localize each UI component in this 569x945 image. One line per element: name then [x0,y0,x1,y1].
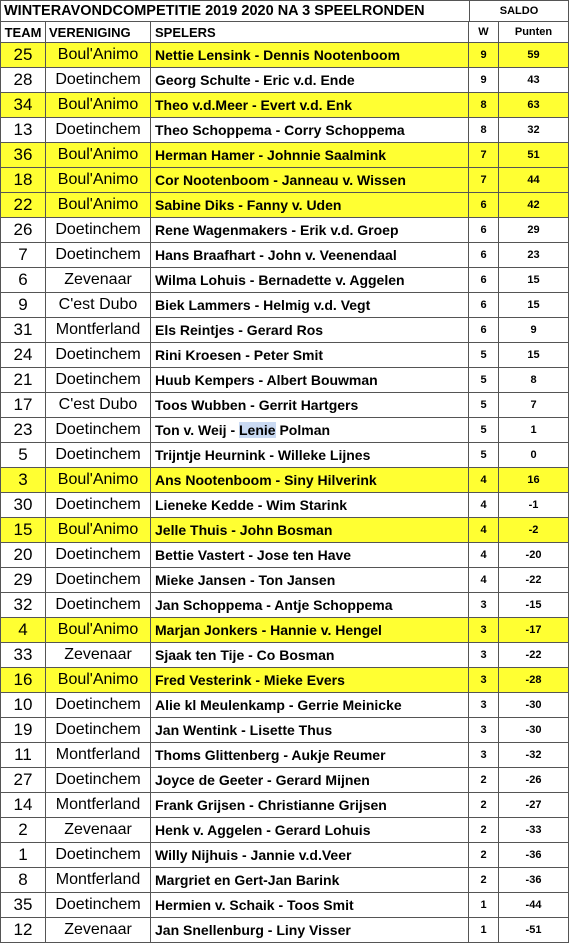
spelers-cell[interactable]: Bettie Vastert - Jose ten Have [151,543,469,568]
team-cell[interactable]: 4 [0,618,46,643]
table-row [0,568,569,593]
table-row [0,143,569,168]
punten-cell[interactable]: -36 [499,868,569,893]
table-row [0,818,569,843]
spelers-cell[interactable]: Hans Braafhart - John v. Veenendaal [151,243,469,268]
table-title: WINTERAVONDCOMPETITIE 2019 2020 NA 3 SPEELRONDEN [0,0,469,22]
spelers-cell[interactable]: Margriet en Gert-Jan Barink [151,868,469,893]
team-cell[interactable]: 18 [0,168,46,193]
team-cell[interactable]: 1 [0,843,46,868]
punten-cell[interactable]: -26 [499,768,569,793]
vereniging-cell[interactable]: Zevenaar [46,643,151,668]
vereniging-cell[interactable]: Zevenaar [46,918,151,943]
w-cell[interactable]: 6 [469,193,499,218]
punten-cell[interactable]: 8 [499,368,569,393]
vereniging-cell[interactable]: Doetinchem [46,568,151,593]
table-row [0,618,569,643]
w-cell[interactable]: 4 [469,568,499,593]
vereniging-cell[interactable]: Doetinchem [46,543,151,568]
header-row [0,22,569,43]
w-cell[interactable]: 4 [469,543,499,568]
punten-cell[interactable]: 32 [499,118,569,143]
team-cell[interactable]: 15 [0,518,46,543]
punten-cell[interactable]: 15 [499,343,569,368]
w-cell[interactable]: 6 [469,293,499,318]
team-cell[interactable]: 36 [0,143,46,168]
punten-cell[interactable]: 51 [499,143,569,168]
spelers-cell[interactable]: Wilma Lohuis - Bernadette v. Aggelen [151,268,469,293]
w-cell[interactable]: 6 [469,243,499,268]
table-row [0,918,569,943]
table-row [0,268,569,293]
w-cell[interactable]: 8 [469,93,499,118]
spelers-cell[interactable]: Jan Schoppema - Antje Schoppema [151,593,469,618]
spelers-cell[interactable]: Jan Wentink - Lisette Thus [151,718,469,743]
table-row [0,693,569,718]
punten-cell[interactable]: 63 [499,93,569,118]
team-cell[interactable]: 3 [0,468,46,493]
punten-cell[interactable]: 15 [499,293,569,318]
table-row [0,518,569,543]
w-cell[interactable]: 8 [469,118,499,143]
punten-cell[interactable]: 44 [499,168,569,193]
punten-cell[interactable]: 59 [499,43,569,68]
vereniging-cell[interactable]: Montferland [46,318,151,343]
vereniging-cell[interactable]: Boul'Animo [46,93,151,118]
table-row [0,293,569,318]
team-cell[interactable]: 8 [0,868,46,893]
punten-cell[interactable]: 1 [499,418,569,443]
spelers-cell[interactable]: Theo v.d.Meer - Evert v.d. Enk [151,93,469,118]
table-row [0,668,569,693]
table-row [0,493,569,518]
team-cell[interactable]: 12 [0,918,46,943]
vereniging-cell[interactable]: Doetinchem [46,693,151,718]
spelers-cell[interactable]: Sabine Diks - Fanny v. Uden [151,193,469,218]
spelers-cell[interactable]: Fred Vesterink - Mieke Evers [151,668,469,693]
spelers-cell[interactable]: Els Reintjes - Gerard Ros [151,318,469,343]
punten-cell[interactable]: -27 [499,793,569,818]
vereniging-cell[interactable]: Doetinchem [46,593,151,618]
team-cell[interactable]: 7 [0,243,46,268]
punten-cell[interactable]: -22 [499,568,569,593]
vereniging-cell[interactable]: Zevenaar [46,818,151,843]
punten-cell[interactable]: 0 [499,443,569,468]
w-cell[interactable]: 3 [469,693,499,718]
spelers-cell[interactable]: Willy Nijhuis - Jannie v.d.Veer [151,843,469,868]
w-cell[interactable]: 3 [469,618,499,643]
team-cell[interactable]: 28 [0,68,46,93]
w-cell[interactable]: 2 [469,843,499,868]
table-row [0,893,569,918]
vereniging-cell[interactable]: Doetinchem [46,893,151,918]
team-cell[interactable]: 34 [0,93,46,118]
spelers-cell[interactable]: Marjan Jonkers - Hannie v. Hengel [151,618,469,643]
vereniging-cell[interactable]: Doetinchem [46,418,151,443]
w-cell[interactable]: 3 [469,668,499,693]
spelers-cell[interactable]: Jan Snellenburg - Liny Visser [151,918,469,943]
saldo-label: SALDO [469,0,569,22]
table-row [0,418,569,443]
header-w: W [469,22,499,43]
vereniging-cell[interactable]: Boul'Animo [46,143,151,168]
vereniging-cell[interactable]: Boul'Animo [46,168,151,193]
w-cell[interactable]: 9 [469,43,499,68]
vereniging-cell[interactable]: Doetinchem [46,768,151,793]
w-cell[interactable]: 1 [469,918,499,943]
w-cell[interactable]: 6 [469,318,499,343]
table-row [0,543,569,568]
table-row [0,68,569,93]
w-cell[interactable]: 1 [469,893,499,918]
table-row [0,393,569,418]
team-cell[interactable]: 14 [0,793,46,818]
table-row [0,868,569,893]
w-cell[interactable]: 6 [469,268,499,293]
team-cell[interactable]: 6 [0,268,46,293]
team-cell[interactable]: 32 [0,593,46,618]
team-cell[interactable]: 33 [0,643,46,668]
punten-cell[interactable]: -15 [499,593,569,618]
vereniging-cell[interactable]: Boul'Animo [46,668,151,693]
w-cell[interactable]: 7 [469,168,499,193]
punten-cell[interactable]: 23 [499,243,569,268]
header-vereniging: VERENIGING [46,22,151,43]
vereniging-cell[interactable]: Boul'Animo [46,618,151,643]
w-cell[interactable]: 2 [469,868,499,893]
w-cell[interactable]: 4 [469,468,499,493]
vereniging-cell[interactable]: Doetinchem [46,493,151,518]
team-cell[interactable]: 19 [0,718,46,743]
table-body [0,43,569,943]
vereniging-cell[interactable]: Montferland [46,793,151,818]
punten-cell[interactable]: -51 [499,918,569,943]
punten-cell[interactable]: -20 [499,543,569,568]
punten-cell[interactable]: 9 [499,318,569,343]
team-cell[interactable]: 13 [0,118,46,143]
table-row [0,593,569,618]
vereniging-cell[interactable]: Boul'Animo [46,518,151,543]
team-cell[interactable]: 17 [0,393,46,418]
punten-cell[interactable]: -17 [499,618,569,643]
spelers-cell[interactable]: Alie kl Meulenkamp - Gerrie Meinicke [151,693,469,718]
spelers-cell[interactable]: Nettie Lensink - Dennis Nootenboom [151,43,469,68]
vereniging-cell[interactable]: Doetinchem [46,718,151,743]
table-row [0,718,569,743]
punten-cell[interactable]: -44 [499,893,569,918]
team-cell[interactable]: 25 [0,43,46,68]
team-cell[interactable]: 10 [0,693,46,718]
spelers-cell[interactable]: Georg Schulte - Eric v.d. Ende [151,68,469,93]
vereniging-cell[interactable]: Doetinchem [46,118,151,143]
punten-cell[interactable]: -2 [499,518,569,543]
team-cell[interactable]: 16 [0,668,46,693]
w-cell[interactable]: 5 [469,343,499,368]
vereniging-cell[interactable]: Doetinchem [46,243,151,268]
table-row [0,43,569,68]
spelers-cell[interactable]: Toos Wubben - Gerrit Hartgers [151,393,469,418]
table-row [0,318,569,343]
table-row [0,443,569,468]
team-cell[interactable]: 27 [0,768,46,793]
spelers-cell[interactable]: Herman Hamer - Johnnie Saalmink [151,143,469,168]
table-row [0,843,569,868]
w-cell[interactable]: 5 [469,443,499,468]
team-cell[interactable]: 20 [0,543,46,568]
punten-cell[interactable]: -30 [499,718,569,743]
vereniging-cell[interactable]: Boul'Animo [46,43,151,68]
team-cell[interactable]: 23 [0,418,46,443]
spelers-cell[interactable]: Sjaak ten Tije - Co Bosman [151,643,469,668]
spelers-cell[interactable]: Huub Kempers - Albert Bouwman [151,368,469,393]
punten-cell[interactable]: -30 [499,693,569,718]
w-cell[interactable]: 9 [469,68,499,93]
w-cell[interactable]: 2 [469,768,499,793]
vereniging-cell[interactable]: Montferland [46,743,151,768]
vereniging-cell[interactable]: Boul'Animo [46,468,151,493]
punten-cell[interactable]: -32 [499,743,569,768]
spelers-cell[interactable]: Thoms Glittenberg - Aukje Reumer [151,743,469,768]
w-cell[interactable]: 5 [469,368,499,393]
spelers-cell[interactable]: Mieke Jansen - Ton Jansen [151,568,469,593]
spelers-cell[interactable]: Frank Grijsen - Christianne Grijsen [151,793,469,818]
spelers-cell[interactable]: Trijntje Heurnink - Willeke Lijnes [151,443,469,468]
table-row [0,643,569,668]
w-cell[interactable]: 3 [469,743,499,768]
table-row [0,93,569,118]
w-cell[interactable]: 7 [469,143,499,168]
spelers-cell[interactable]: Ans Nootenboom - Siny Hilverink [151,468,469,493]
spelers-cell[interactable]: Jelle Thuis - John Bosman [151,518,469,543]
vereniging-cell[interactable]: Doetinchem [46,843,151,868]
team-cell[interactable]: 9 [0,293,46,318]
punten-cell[interactable]: -28 [499,668,569,693]
table-row [0,343,569,368]
table-row [0,468,569,493]
w-cell[interactable]: 3 [469,593,499,618]
punten-cell[interactable]: 42 [499,193,569,218]
w-cell[interactable]: 3 [469,718,499,743]
spelers-cell[interactable]: Rene Wagenmakers - Erik v.d. Groep [151,218,469,243]
spelers-cell[interactable]: Henk v. Aggelen - Gerard Lohuis [151,818,469,843]
vereniging-cell[interactable]: Doetinchem [46,68,151,93]
punten-cell[interactable]: 7 [499,393,569,418]
team-cell[interactable]: 24 [0,343,46,368]
team-cell[interactable]: 22 [0,193,46,218]
vereniging-cell[interactable]: C'est Dubo [46,393,151,418]
spelers-cell[interactable]: Rini Kroesen - Peter Smit [151,343,469,368]
table-row [0,243,569,268]
w-cell[interactable]: 3 [469,643,499,668]
w-cell[interactable]: 4 [469,493,499,518]
team-cell[interactable]: 30 [0,493,46,518]
punten-cell[interactable]: 43 [499,68,569,93]
table-row [0,193,569,218]
vereniging-cell[interactable]: Doetinchem [46,368,151,393]
vereniging-cell[interactable]: Doetinchem [46,343,151,368]
spelers-cell[interactable]: Theo Schoppema - Corry Schoppema [151,118,469,143]
vereniging-cell[interactable]: Doetinchem [46,443,151,468]
team-cell[interactable]: 21 [0,368,46,393]
table-row [0,793,569,818]
punten-cell[interactable]: -36 [499,843,569,868]
header-team: TEAM [0,22,46,43]
spelers-cell[interactable]: Lieneke Kedde - Wim Starink [151,493,469,518]
punten-cell[interactable]: -33 [499,818,569,843]
punten-cell[interactable]: 16 [499,468,569,493]
table-row [0,168,569,193]
w-cell[interactable]: 2 [469,818,499,843]
w-cell[interactable]: 4 [469,518,499,543]
spelers-cell[interactable]: Joyce de Geeter - Gerard Mijnen [151,768,469,793]
table-row [0,368,569,393]
header-spelers: SPELERS [151,22,469,43]
spelers-cell[interactable] [151,418,469,443]
spelers-text: Ton v. Weij - [155,422,239,438]
team-cell[interactable]: 26 [0,218,46,243]
vereniging-cell[interactable]: Boul'Animo [46,193,151,218]
header-punten: Punten [499,22,569,43]
table-row [0,118,569,143]
team-cell[interactable]: 29 [0,568,46,593]
selected-text[interactable]: Lenie [239,422,276,438]
punten-cell[interactable]: -22 [499,643,569,668]
table-row [0,218,569,243]
title-row [0,0,569,22]
w-cell[interactable]: 2 [469,793,499,818]
vereniging-cell[interactable]: C'est Dubo [46,293,151,318]
spelers-text: Polman [275,422,331,438]
spelers-cell[interactable]: Cor Nootenboom - Janneau v. Wissen [151,168,469,193]
vereniging-cell[interactable]: Doetinchem [46,218,151,243]
punten-cell[interactable]: 15 [499,268,569,293]
team-cell[interactable]: 5 [0,443,46,468]
w-cell[interactable]: 5 [469,418,499,443]
punten-cell[interactable]: 29 [499,218,569,243]
w-cell[interactable]: 6 [469,218,499,243]
spelers-cell[interactable]: Biek Lammers - Helmig v.d. Vegt [151,293,469,318]
team-cell[interactable]: 11 [0,743,46,768]
team-cell[interactable]: 35 [0,893,46,918]
vereniging-cell[interactable]: Montferland [46,868,151,893]
spelers-cell[interactable]: Hermien v. Schaik - Toos Smit [151,893,469,918]
table-row [0,768,569,793]
team-cell[interactable]: 2 [0,818,46,843]
team-cell[interactable]: 31 [0,318,46,343]
vereniging-cell[interactable]: Zevenaar [46,268,151,293]
w-cell[interactable]: 5 [469,393,499,418]
table-row [0,743,569,768]
punten-cell[interactable]: -1 [499,493,569,518]
